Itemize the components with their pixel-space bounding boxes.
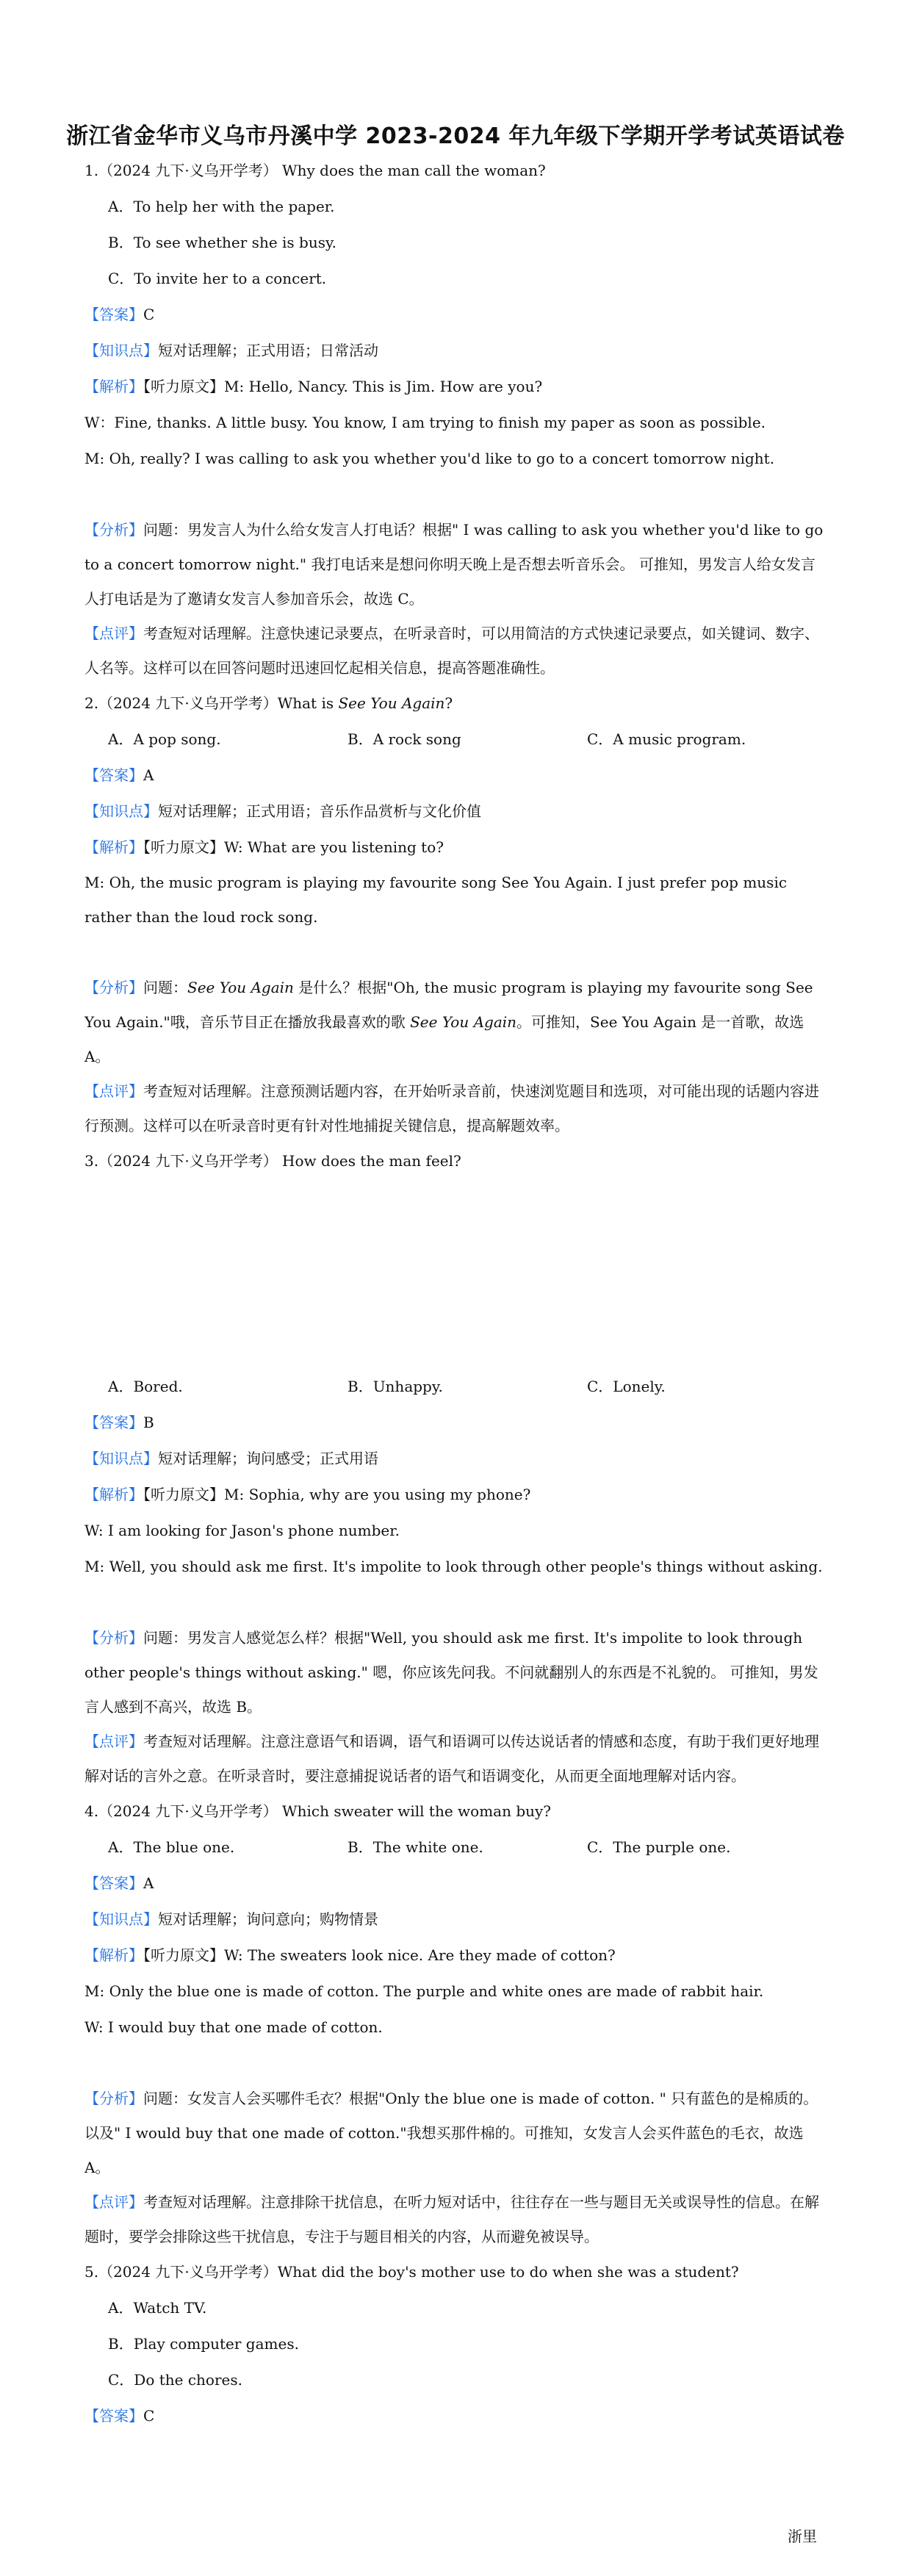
question-stem (84, 686, 827, 722)
option-b: B．A rock song (348, 730, 461, 748)
analysis-text: 问题：男发言人为什么给女发言人打电话？根据" I was calling to ask you whether you'd like to go to a concert tomorrow night." 我打电话来是想问你明天晚上是否想去听音乐会。 可推知，男发言人给女发言人打电话是为了邀请女发言人参加音乐会，故选 C。 (84, 521, 824, 608)
knowledge-line (84, 794, 827, 830)
analysis-text: 问题： (143, 979, 187, 996)
analysis-text: 问题：女发言人会买哪件毛衣？根据"Only the blue one is made of cotton. " 只有蓝色的是棉质的。 以及" I would buy that one made of cotton."我想买那件棉的。可推知，女发言人会买件蓝色的毛衣，故选 A。 (84, 2090, 818, 2176)
dialogue-line: M: Oh, really? I was calling to ask you whether you'd like to go to a concert tomorrow night. (84, 450, 775, 467)
option-a: A．Watch TV. (108, 2299, 207, 2317)
answer-line (84, 1405, 827, 1441)
answer-tag: 【答案】 (84, 1414, 143, 1431)
question-stem: 1.（2024 九下·义乌开学考） Why does the man call the woman? (84, 162, 546, 179)
song-title: See You Again (338, 694, 445, 712)
options-row (84, 722, 827, 758)
song-title: See You Again (410, 1013, 517, 1031)
fenxi-tag: 【分析】 (84, 979, 143, 996)
answer-value: C (143, 306, 155, 323)
dialogue-line: M: Oh, the music program is playing my favourite song See You Again. I just prefer pop music rather than the loud rock song. (84, 874, 788, 926)
question-2 (84, 686, 827, 1143)
question-3 (84, 1143, 827, 1794)
option-a: A．To help her with the paper. (108, 198, 335, 215)
dialogue-line: W: I am looking for Jason's phone number. (84, 1522, 400, 1539)
option-b: B．The white one. (348, 1838, 483, 1856)
knowledge-tag: 【知识点】 (84, 802, 158, 820)
knowledge-text: 短对话理解；询问感受；正式用语 (158, 1450, 378, 1467)
transcript-line (84, 830, 827, 866)
answer-tag: 【答案】 (84, 1874, 143, 1892)
dianping-tag: 【点评】 (84, 1082, 143, 1100)
option-c: C．Lonely. (587, 1378, 666, 1395)
knowledge-line (84, 1441, 827, 1477)
knowledge-line (84, 1902, 827, 1938)
transcript-line (84, 1938, 827, 1974)
knowledge-text: 短对话理解；正式用语；日常活动 (158, 342, 378, 359)
exam-content (84, 153, 827, 2434)
dialogue-line: M: Well, you should ask me first. It's impolite to look through other people's things without asking. (84, 1558, 823, 1575)
dialogue-line: W: I would buy that one made of cotton. (84, 2018, 383, 2036)
song-title: See You Again (187, 979, 294, 996)
answer-value: C (143, 2407, 155, 2425)
answer-value: A (143, 1874, 154, 1892)
dialogue-line: M: Sophia, why are you using my phone? (224, 1486, 531, 1503)
fenxi-tag: 【分析】 (84, 1629, 143, 1647)
answer-tag: 【答案】 (84, 2407, 143, 2425)
stem-suffix: ? (444, 694, 453, 712)
comment-paragraph (84, 1074, 827, 1143)
knowledge-tag: 【知识点】 (84, 342, 158, 359)
answer-tag: 【答案】 (84, 766, 143, 784)
analysis-tag: 【解析】 (84, 1486, 143, 1503)
knowledge-text: 短对话理解；询问意向；购物情景 (158, 1910, 378, 1928)
transcript-line (84, 369, 827, 405)
option-a: A．A pop song. (108, 730, 221, 748)
dianping-tag: 【点评】 (84, 625, 143, 642)
fenxi-tag: 【分析】 (84, 521, 143, 539)
answer-value: A (143, 766, 154, 784)
comment-text: 考查短对话理解。注意预测话题内容，在开始听录音前，快速浏览题目和选项，对可能出现的话题内容进行预测。这样可以在听录音时更有针对性地捕捉关键信息，提高解题效率。 (84, 1082, 819, 1134)
analysis-text: 。可推知，See You Again 是一首歌，故选 A。 (84, 1013, 804, 1065)
comment-text: 考查短对话理解。注意注意语气和语调，语气和语调可以传达说话者的情感和态度，有助于我们更好地理解对话的言外之意。在听录音时，要注意捕捉说话者的语气和语调变化，从而更全面地理解对话内容。 (84, 1733, 819, 1785)
original-tag: 【听力原文】 (143, 1946, 224, 1964)
answer-line (84, 758, 827, 794)
dianping-tag: 【点评】 (84, 2193, 143, 2211)
fenxi-tag: 【分析】 (84, 2090, 143, 2107)
knowledge-line (84, 333, 827, 369)
analysis-paragraph (84, 513, 827, 616)
question-5 (84, 2254, 827, 2434)
option-b: B．Play computer games. (108, 2335, 299, 2353)
option-c: C．Do the chores. (108, 2371, 242, 2389)
knowledge-tag: 【知识点】 (84, 1450, 158, 1467)
original-tag: 【听力原文】 (143, 838, 224, 856)
dialogue-line: W：Fine, thanks. A little busy. You know, I am trying to finish my paper as soon as possible. (84, 414, 766, 431)
question-stem: 4.（2024 九下·义乌开学考） Which sweater will the woman buy? (84, 1802, 552, 1820)
dialogue-line: M: Only the blue one is made of cotton. The purple and white ones are made of rabbit hair. (84, 1982, 764, 2000)
analysis-tag: 【解析】 (84, 378, 143, 395)
analysis-paragraph (84, 971, 827, 1074)
option-a: A．Bored. (108, 1378, 183, 1395)
comment-text: 考查短对话理解。注意快速记录要点，在听录音时，可以用简洁的方式快速记录要点，如关键词、数字、人名等。这样可以在回答问题时迅速回忆起相关信息，提高答题准确性。 (84, 625, 819, 677)
question-1 (84, 153, 827, 686)
knowledge-text: 短对话理解；正式用语；音乐作品赏析与文化价值 (158, 802, 481, 820)
original-tag: 【听力原文】 (143, 1486, 224, 1503)
analysis-text: 是什么？根据"Oh, the music program is playing my favourite song See You Again."哦，音乐节目正在播放我最喜欢的歌 (84, 979, 813, 1031)
option-b: B．Unhappy. (348, 1378, 443, 1395)
answer-line (84, 2398, 827, 2434)
blank-space (84, 1179, 827, 1369)
comment-paragraph (84, 2185, 827, 2254)
analysis-tag: 【解析】 (84, 838, 143, 856)
answer-tag: 【答案】 (84, 306, 143, 323)
option-c: C．The purple one. (587, 1838, 731, 1856)
analysis-paragraph (84, 2082, 827, 2185)
analysis-text: 问题：男发言人感觉怎么样？根据"Well, you should ask me first. It's impolite to look through other people's things without asking." 嗯，你应该先问我。不问就翻别人的东西是不礼貌的。 可推知，男发言人感到不高兴，故选 B。 (84, 1629, 818, 1716)
comment-paragraph (84, 616, 827, 686)
footer-mark: 浙里 (788, 2528, 817, 2545)
answer-value: B (143, 1414, 154, 1431)
comment-text: 考查短对话理解。注意排除干扰信息，在听力短对话中，往往存在一些与题目无关或误导性的信息。在解题时，要学会排除这些干扰信息，专注于与题目相关的内容，从而避免被误导。 (84, 2193, 819, 2245)
dianping-tag: 【点评】 (84, 1733, 143, 1750)
original-tag: 【听力原文】 (143, 378, 224, 395)
option-c: C．A music program. (587, 730, 746, 748)
comment-paragraph (84, 1724, 827, 1794)
dialogue-line: W: The sweaters look nice. Are they made of cotton? (224, 1946, 616, 1964)
page-title: 浙江省金华市义乌市丹溪中学 2023-2024 年九年级下学期开学考试英语试卷 (66, 123, 845, 149)
answer-line (84, 297, 827, 333)
dialogue-line: M: Hello, Nancy. This is Jim. How are you? (224, 378, 543, 395)
options-row (84, 1830, 827, 1866)
stem-prefix: 2.（2024 九下·义乌开学考）What is (84, 694, 339, 712)
option-b: B．To see whether she is busy. (108, 234, 336, 251)
knowledge-tag: 【知识点】 (84, 1910, 158, 1928)
options-row (84, 1369, 827, 1405)
analysis-paragraph (84, 1621, 827, 1724)
option-a: A．The blue one. (108, 1838, 235, 1856)
analysis-tag: 【解析】 (84, 1946, 143, 1964)
question-4 (84, 1794, 827, 2254)
dialogue-line: W: What are you listening to? (224, 838, 444, 856)
option-c: C．To invite her to a concert. (108, 270, 327, 287)
question-stem: 3.（2024 九下·义乌开学考） How does the man feel? (84, 1152, 461, 1170)
question-stem: 5.（2024 九下·义乌开学考）What did the boy's mother use to do when she was a student? (84, 2263, 739, 2281)
transcript-line (84, 1477, 827, 1513)
answer-line (84, 1866, 827, 1902)
